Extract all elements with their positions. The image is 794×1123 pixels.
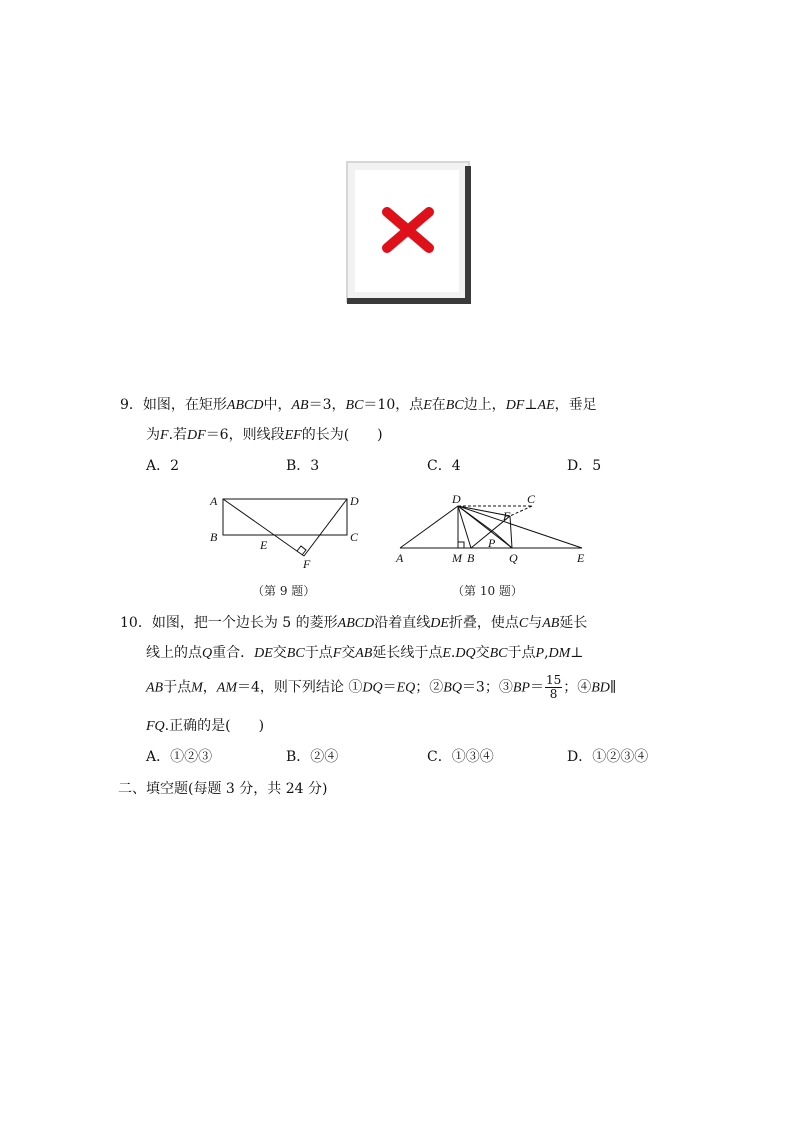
q10-caption: （第 10 题）	[452, 584, 523, 598]
q9-label-a: A	[210, 494, 218, 508]
q10-choice-a[interactable]: A．①②③	[146, 749, 213, 765]
q9-label-f: F	[303, 557, 311, 571]
q9-label-e: E	[260, 538, 268, 552]
q9-choice-a[interactable]: A．2	[146, 458, 180, 474]
broken-image-icon	[345, 160, 473, 306]
broken-image	[345, 160, 473, 306]
q9-choice-c[interactable]: C．4	[427, 458, 461, 474]
q9-caption: （第 9 题）	[252, 584, 316, 598]
q9-choice-d[interactable]: D．5	[567, 458, 602, 474]
q9-line-2: 为F.若DF＝6，则线段EF的长为( )	[146, 427, 383, 443]
q10-line-2: 线上的点Q重合．DE交BC于点F交AB延长线于点E.DQ交BC于点P,DM⊥	[146, 645, 584, 661]
q10-line-4: FQ.正确的是( )	[146, 718, 265, 734]
q10-label-p: P	[488, 536, 496, 550]
q9-label-b: B	[210, 530, 218, 544]
q10-choice-c[interactable]: C．①③④	[427, 749, 494, 765]
q10-label-b: B	[467, 551, 475, 565]
q9-label-c: C	[350, 530, 359, 544]
fraction-15-8: $\frac{15}{8}$	[545, 673, 562, 701]
q10-label-e: E	[577, 551, 585, 565]
q9-choice-b[interactable]: B．3	[286, 458, 320, 474]
figure-q10	[392, 488, 592, 572]
q10-label-q: Q	[509, 551, 518, 565]
q10-choice-b[interactable]: B．②④	[286, 749, 339, 765]
q10-choice-d[interactable]: D．①②③④	[567, 749, 649, 765]
section-2-title: 二、填空题(每题 3 分，共 24 分)	[118, 781, 328, 797]
q10-label-f: F	[503, 509, 511, 523]
figure-q9	[200, 488, 370, 572]
q10-line-2b: AB于点M，AM＝4，则下列结论 ①DQ＝EQ；②BQ＝3；③BP＝ $\frac{15}{8}$ ；④BD∥	[146, 673, 617, 701]
q10-line-1: 10．如图，把一个边长为 5 的菱形ABCD沿着直线DE折叠，使点C与AB延长	[120, 615, 588, 631]
q10-label-d: D	[452, 492, 461, 506]
q9-line-1: 9．如图，在矩形ABCD中，AB＝3，BC＝10，点E在BC边上，DF⊥AE，垂足	[120, 397, 597, 413]
q9-label-d: D	[350, 494, 359, 508]
q10-label-a: A	[396, 551, 404, 565]
q10-label-m: M	[452, 551, 462, 565]
q10-label-c: C	[527, 492, 536, 506]
